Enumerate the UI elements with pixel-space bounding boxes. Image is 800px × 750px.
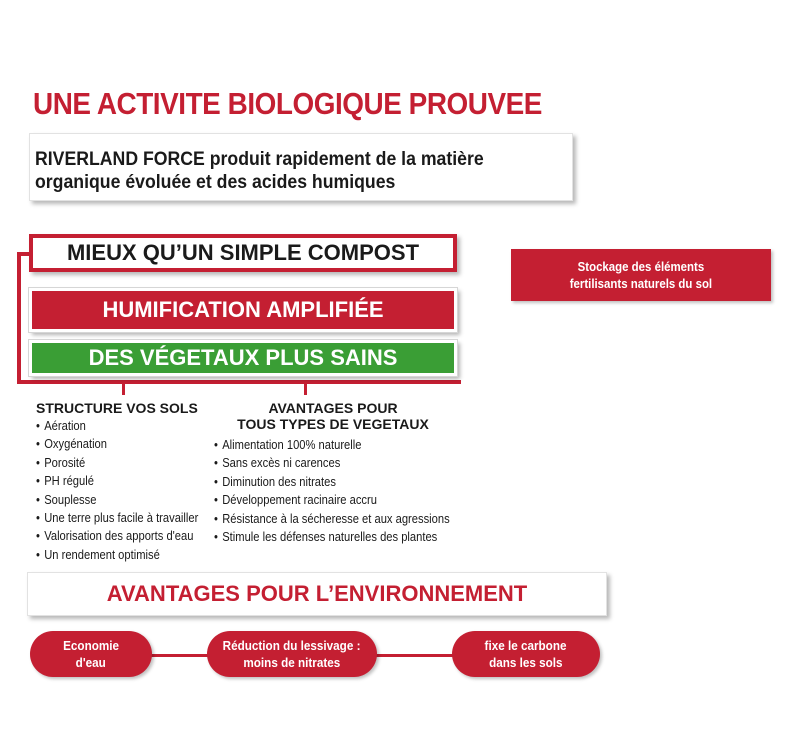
compost-label: MIEUX QU’UN SIMPLE COMPOST bbox=[66, 240, 420, 265]
list-item: • Stimule les défenses naturelles des plantes bbox=[214, 528, 450, 546]
list-item: • Diminution des nitrates bbox=[214, 473, 450, 491]
list-item: • Aération bbox=[36, 417, 198, 435]
stockage-box bbox=[511, 249, 771, 301]
pill-line-1: Réduction du lessivage : bbox=[223, 638, 361, 653]
pill-line-2: dans les sols bbox=[489, 655, 563, 670]
list-item: • Porosité bbox=[36, 454, 198, 472]
intro-line-2: organique évoluée et des acides humiques bbox=[35, 172, 396, 193]
pill-line-2: moins de nitrates bbox=[243, 655, 341, 670]
humification-banner bbox=[29, 288, 457, 332]
page-title: UNE ACTIVITE BIOLOGIQUE PROUVEE bbox=[33, 86, 542, 121]
list-item: • Alimentation 100% naturelle bbox=[214, 436, 450, 454]
compost-banner bbox=[29, 234, 457, 272]
pill-reduction-lessivage bbox=[207, 631, 377, 677]
bracket-bottom bbox=[17, 380, 461, 384]
vegetaux-heading-line-2: TOUS TYPES DE VEGETAUX bbox=[237, 416, 429, 432]
bracket-tick-vegetaux bbox=[304, 383, 307, 395]
list-item: • Un rendement optimisé bbox=[36, 546, 198, 564]
intro-line-1: RIVERLAND FORCE produit rapidement de la matière bbox=[35, 149, 484, 170]
list-item: • Souplesse bbox=[36, 491, 198, 509]
list-item: • Développement racinaire accru bbox=[214, 491, 450, 509]
list-item: • Une terre plus facile à travailler bbox=[36, 509, 198, 527]
list-item: • Résistance à la sécheresse et aux agressions bbox=[214, 510, 450, 528]
environnement-banner bbox=[27, 572, 607, 616]
vegetaux-banner bbox=[29, 340, 457, 376]
environnement-label: AVANTAGES POUR L’ENVIRONNEMENT bbox=[106, 581, 528, 606]
humification-label: HUMIFICATION AMPLIFIÉE bbox=[102, 297, 384, 322]
vegetaux-heading-line-1: AVANTAGES POUR bbox=[268, 400, 398, 416]
list-item: • Sans excès ni carences bbox=[214, 454, 450, 472]
pill-line-2: d'eau bbox=[75, 655, 107, 670]
intro-box bbox=[29, 133, 573, 201]
pill-fixe-carbone bbox=[452, 631, 600, 677]
structure-heading: STRUCTURE VOS SOLS bbox=[36, 400, 198, 416]
bracket-tick-structure bbox=[122, 383, 125, 395]
pill-line-1: fixe le carbone bbox=[485, 638, 567, 653]
pill-line-1: Economie bbox=[63, 638, 119, 653]
stockage-line-2: fertilisants naturels du sol bbox=[569, 276, 713, 291]
vegetaux-heading bbox=[200, 400, 466, 432]
pill-economie-eau bbox=[30, 631, 152, 677]
list-item: • Valorisation des apports d'eau bbox=[36, 527, 198, 545]
vegetaux-label: DES VÉGETAUX PLUS SAINS bbox=[88, 345, 398, 370]
vegetaux-list bbox=[214, 436, 488, 546]
stockage-line-1: Stockage des éléments bbox=[577, 259, 705, 274]
structure-list bbox=[36, 417, 225, 564]
list-item: • PH régulé bbox=[36, 472, 198, 490]
list-item: • Oxygénation bbox=[36, 435, 198, 453]
bracket-left bbox=[17, 252, 21, 384]
